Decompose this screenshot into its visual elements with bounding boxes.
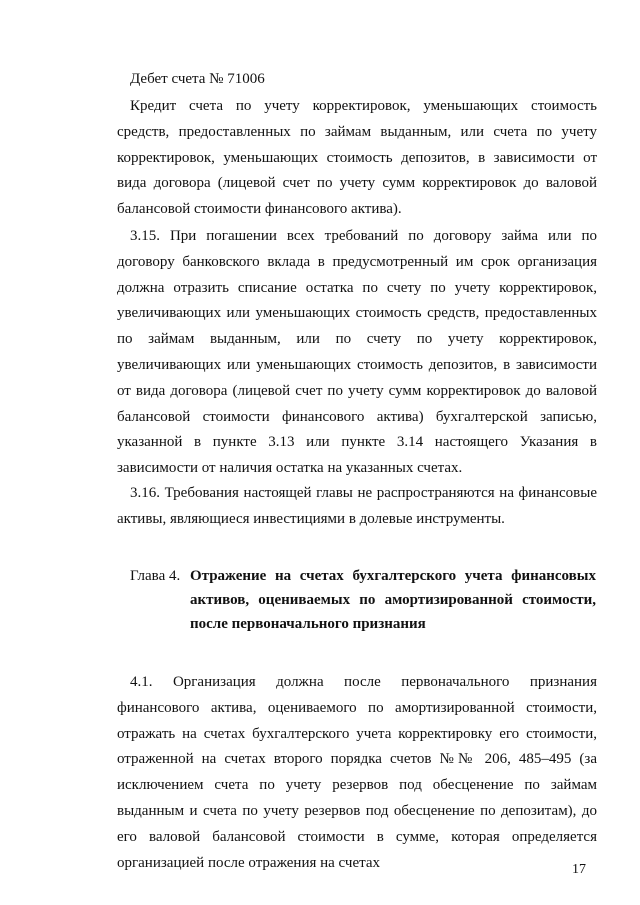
paragraph-3-15: 3.15. При погашении всех требований по договору займа или по договору банковского вклада в предусмотренный им срок организация должна отразить списание остатка по счету по учету корректировок, увеличивающих или уменьшающих стоимость средств, предоставленных по займам выданным, или по счету по учету корректировок, увеличивающих или уменьшающих стоимость депозитов, в зависимости от вида договора (лицевой счет по учету сумм корректировок до валовой балансовой стоимости финансового актива) бухгалтерской записью, указанной в пункте 3.13 или пункте 3.14 настоящего Указания в зависимости от наличия остатка на указанных счетах. bbox=[117, 228, 597, 477]
paragraph-3-16: 3.16. Требования настоящей главы не распространяются на финансовые активы, являющиеся инвестициями в долевые инструменты. bbox=[117, 485, 597, 527]
credit-paragraph: Кредит счета по учету корректировок, уменьшающих стоимость средств, предоставленных по займам выданным, или счета по учету корректировок, уменьшающих стоимость депозитов, в зависимости от вида договора (лицевой счет по учету сумм корректировок до валовой балансовой стоимости финансового актива). bbox=[117, 98, 597, 218]
paragraph-4-1: 4.1. Организация должна после первоначального признания финансового актива, оцениваемого по амортизированной стоимости, отражать на счетах бухгалтерского учета корректировку его стоимости, отраженной на счетах второго порядка счетов №№ 206, 485–495 (за исключением счета по учету резервов под обесценение по займам выданным и счета по учету резервов под обесценение по депозитам), до его валовой балансовой стоимости в сумме, которая определяется организацией после отражения на счетах bbox=[117, 674, 597, 871]
page-number: 17 bbox=[572, 862, 586, 877]
chapter-label: Глава 4. bbox=[130, 568, 181, 584]
chapter-title: Отражение на счетах бухгалтерского учета финансовых активов, оцениваемых по амортизированной стоимости, после первоначального признания bbox=[190, 568, 596, 632]
debit-line: Дебет счета № 71006 bbox=[130, 71, 265, 87]
